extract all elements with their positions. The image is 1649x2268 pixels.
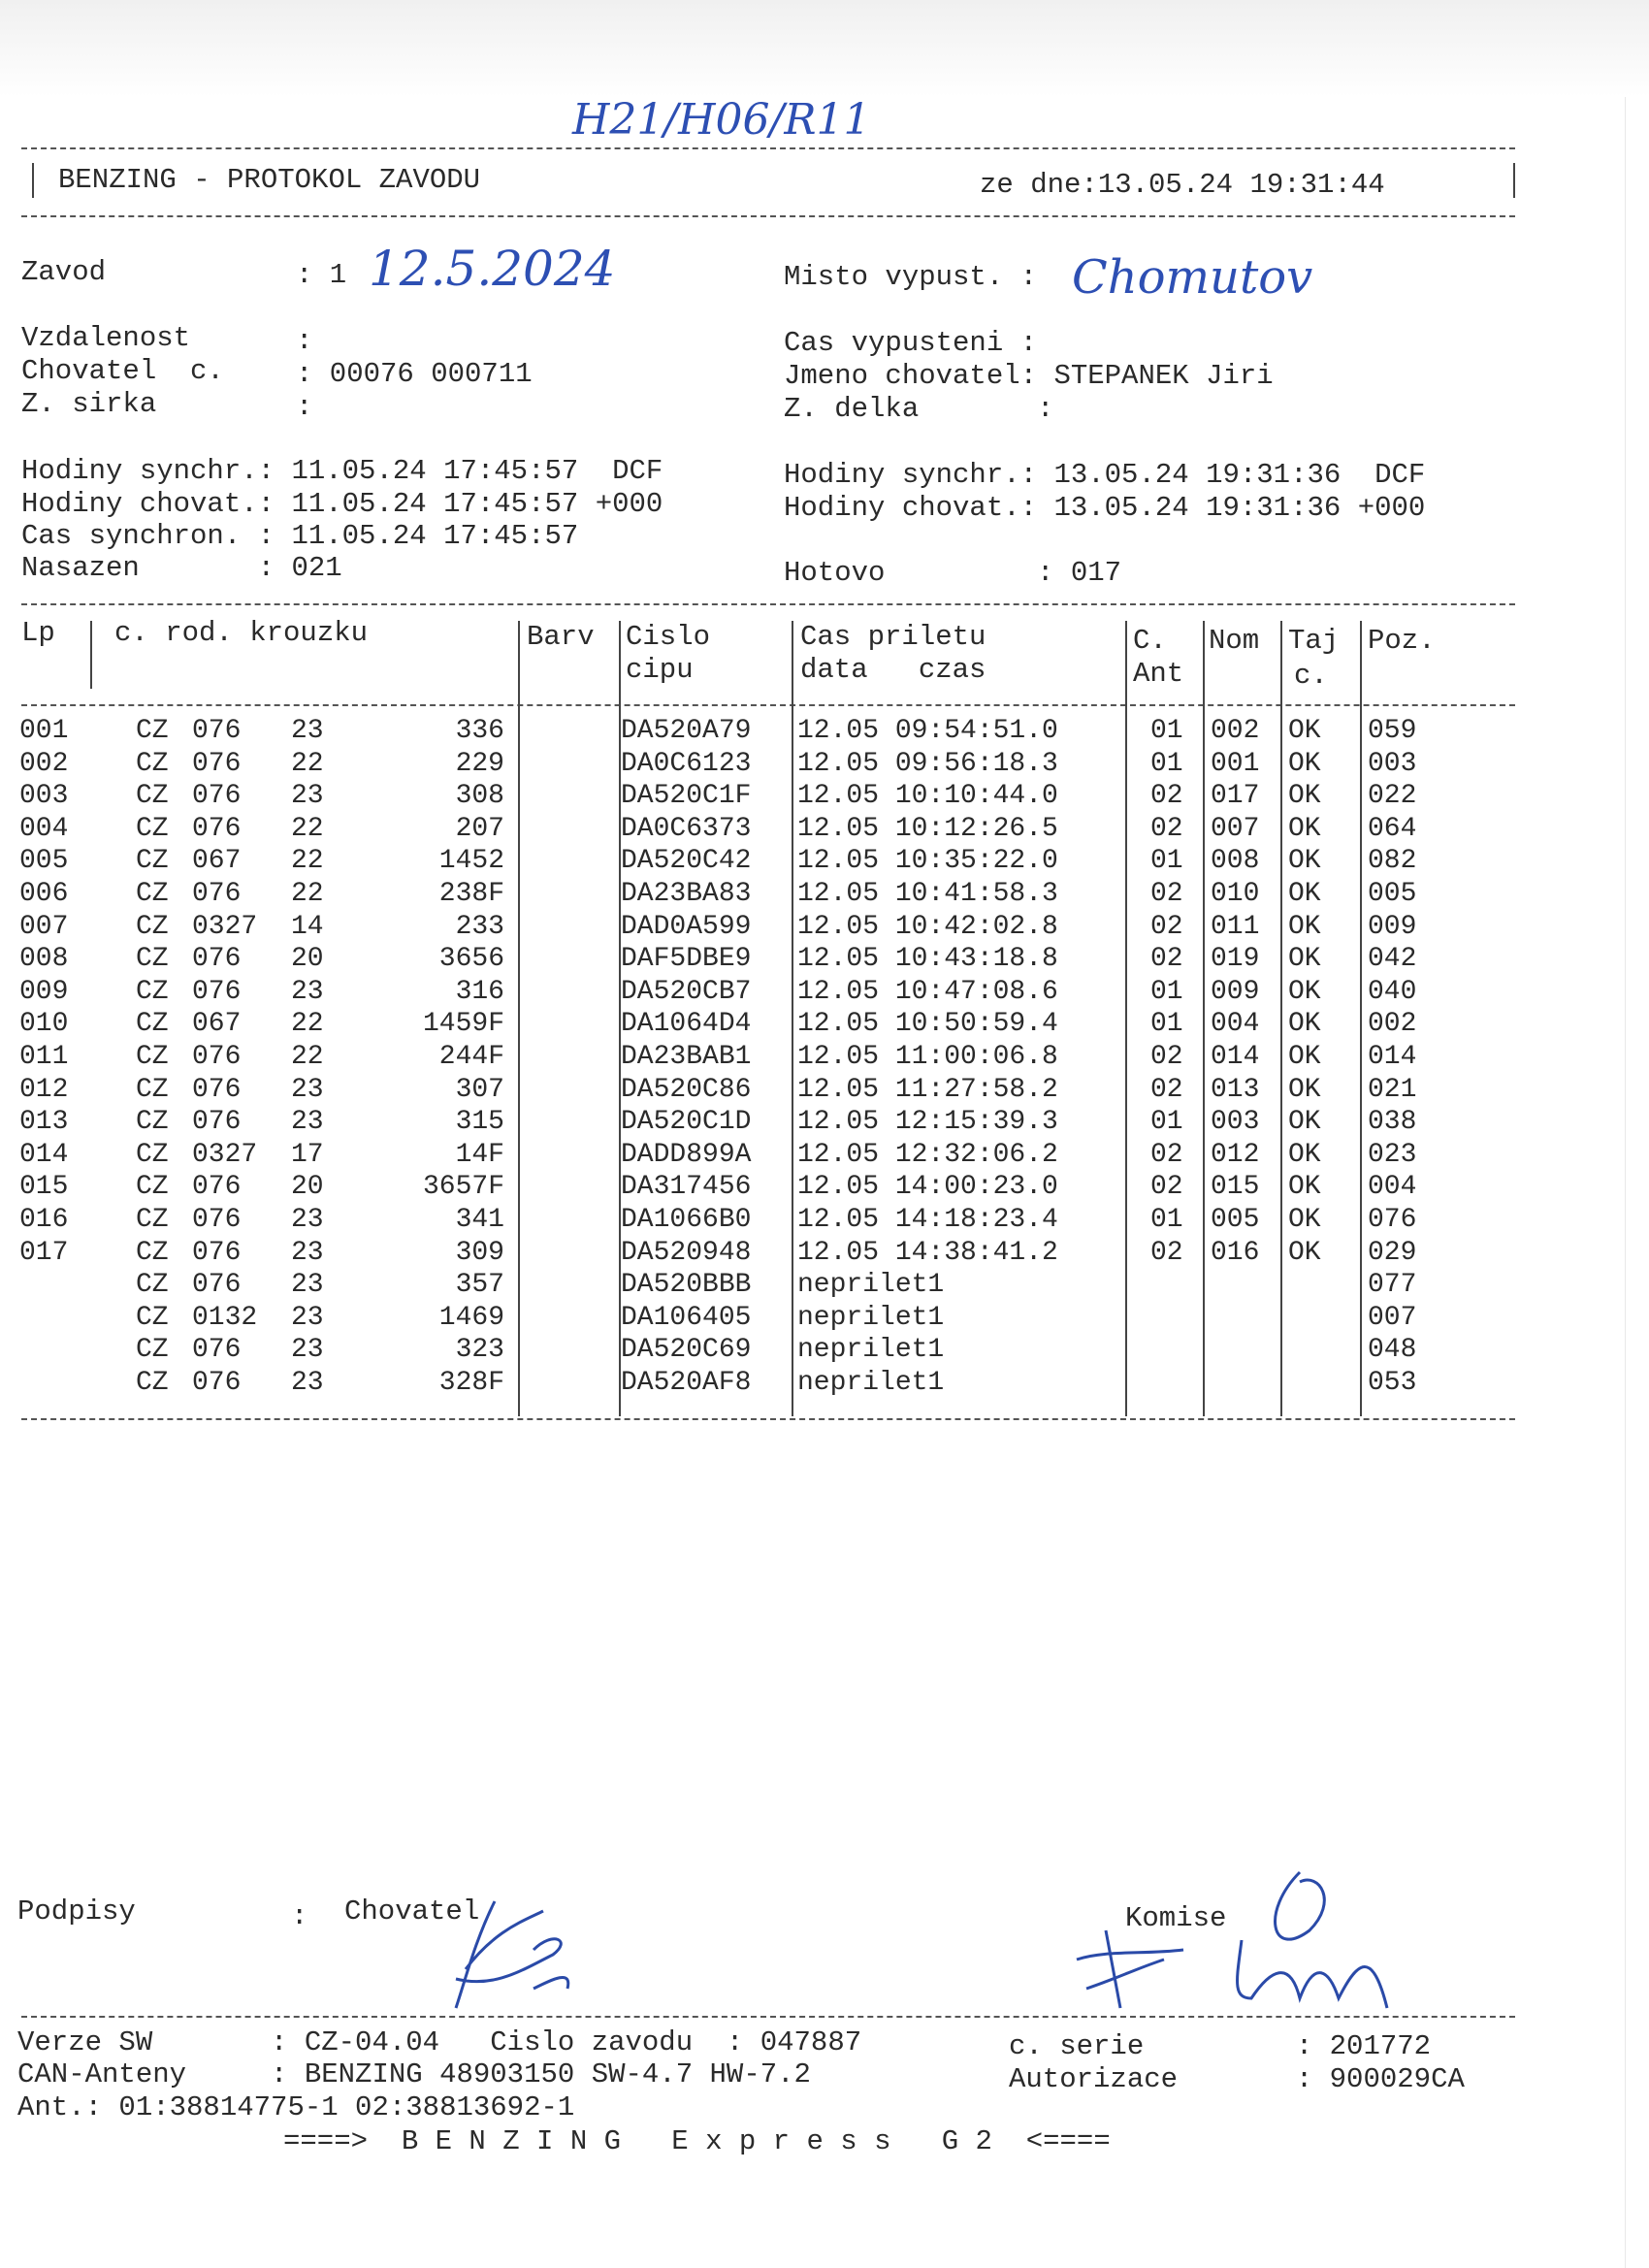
cell-org: 0132 <box>192 1302 258 1333</box>
cell-arrival-time: 12.05 10:43:18.8 <box>797 944 1058 975</box>
col-header-c: C. <box>1133 625 1167 657</box>
footer-version: Verze SW : CZ-04.04 Cislo zavodu : 047887 <box>17 2026 862 2058</box>
cell-org: 076 <box>192 976 242 1007</box>
cell-antenna: 02 <box>1150 813 1183 844</box>
cell-year: 23 <box>291 1335 324 1366</box>
sep-chip <box>792 621 793 1416</box>
cell-chip: DA520AF8 <box>621 1368 752 1398</box>
cell-chip: DA520C86 <box>621 1074 752 1105</box>
cell-poz: 040 <box>1368 976 1417 1007</box>
cell-org: 076 <box>192 879 242 909</box>
footer-brand: ====> B E N Z I N G E x p r e s s G 2 <==== <box>283 2125 1111 2157</box>
cell-lp: 003 <box>19 781 69 812</box>
cell-poz: 014 <box>1368 1042 1417 1072</box>
header-top-rule <box>21 147 1515 149</box>
cell-year: 20 <box>291 1172 324 1203</box>
cell-arrival-time: 12.05 10:42:02.8 <box>797 911 1058 942</box>
cell-nom: 012 <box>1211 1139 1260 1170</box>
cell-arrival-time: 12.05 12:15:39.3 <box>797 1107 1058 1138</box>
nasazen: Nasazen : 021 <box>21 552 342 584</box>
sep-time <box>1125 621 1127 1416</box>
cell-antenna: 02 <box>1150 781 1183 812</box>
col-header-taj: Taj <box>1288 625 1340 657</box>
cell-year: 14 <box>291 911 324 942</box>
cell-poz: 021 <box>1368 1074 1417 1105</box>
cell-poz: 042 <box>1368 944 1417 975</box>
cell-org: 067 <box>192 1009 242 1040</box>
cell-year: 22 <box>291 748 324 779</box>
footer-ant-serials: Ant.: 01:38814775-1 02:38813692-1 <box>17 2091 575 2123</box>
cell-org: 076 <box>192 1205 242 1235</box>
cell-antenna: 01 <box>1150 976 1183 1007</box>
cell-country: CZ <box>136 1042 169 1072</box>
cell-nom: 009 <box>1211 976 1260 1007</box>
cell-nom: 005 <box>1211 1205 1260 1235</box>
cell-antenna: 01 <box>1150 748 1183 779</box>
cell-ring-number: 244F <box>438 1042 504 1072</box>
table-bottom-rule <box>21 1418 1515 1420</box>
col-header-ant: Ant <box>1133 658 1184 690</box>
cell-taj: OK <box>1288 748 1321 779</box>
cell-ring-number: 238F <box>438 879 504 909</box>
cell-poz: 029 <box>1368 1237 1417 1268</box>
cell-taj: OK <box>1288 879 1321 909</box>
cell-antenna: 01 <box>1150 1205 1183 1235</box>
cell-chip: DA520BBB <box>621 1270 752 1301</box>
cell-arrival-time: neprilet1 <box>797 1302 945 1333</box>
cell-poz: 009 <box>1368 911 1417 942</box>
cas-synchron-left: Cas synchron. : 11.05.24 17:45:57 <box>21 520 579 552</box>
cell-taj: OK <box>1288 1139 1321 1170</box>
report-date: ze dne:13.05.24 19:31:44 <box>980 169 1385 201</box>
cell-ring-number: 14F <box>455 1139 504 1170</box>
cell-poz: 022 <box>1368 781 1417 812</box>
cell-nom: 003 <box>1211 1107 1260 1138</box>
hodiny-synchr-left: Hodiny synchr.: 11.05.24 17:45:57 DCF <box>21 455 663 487</box>
cell-org: 076 <box>192 944 242 975</box>
hodiny-synchr-right: Hodiny synchr.: 13.05.24 19:31:36 DCF <box>784 459 1426 491</box>
col-header-cipu: cipu <box>626 654 694 686</box>
handwritten-code: H21/H06/R11 <box>572 95 871 145</box>
col-header-krouzek: c. rod. krouzku <box>114 617 369 649</box>
footer-antennas: CAN-Anteny : BENZING 48903150 SW-4.7 HW-7.2 <box>17 2058 811 2090</box>
cell-antenna: 01 <box>1150 1107 1183 1138</box>
cell-chip: DA520C1D <box>621 1107 752 1138</box>
cell-year: 23 <box>291 1270 324 1301</box>
cell-org: 0327 <box>192 911 258 942</box>
scan-shadow <box>0 0 1649 97</box>
cell-taj: OK <box>1288 781 1321 812</box>
cell-year: 22 <box>291 1042 324 1072</box>
cell-chip: DAD0A599 <box>621 911 752 942</box>
cell-chip: DA520C69 <box>621 1335 752 1366</box>
cell-arrival-time: 12.05 10:41:58.3 <box>797 879 1058 909</box>
jmeno-chovatele: Jmeno chovatel: STEPANEK Jiri <box>784 360 1274 392</box>
cell-arrival-time: 12.05 10:12:26.5 <box>797 813 1058 844</box>
sep-lp <box>90 621 92 689</box>
cell-ring-number: 328F <box>438 1368 504 1398</box>
cell-lp: 012 <box>19 1074 69 1105</box>
page-edge <box>1625 97 1649 2268</box>
cell-year: 23 <box>291 1074 324 1105</box>
cell-country: CZ <box>136 944 169 975</box>
cell-lp: 015 <box>19 1172 69 1203</box>
cell-org: 076 <box>192 1172 242 1203</box>
cell-poz: 076 <box>1368 1205 1417 1235</box>
cell-poz: 048 <box>1368 1335 1417 1366</box>
cell-arrival-time: 12.05 12:32:06.2 <box>797 1139 1058 1170</box>
cell-arrival-time: neprilet1 <box>797 1270 945 1301</box>
cell-ring-number: 309 <box>455 1237 504 1268</box>
vzdalenost-label: Vzdalenost <box>21 322 191 354</box>
cell-ring-number: 315 <box>455 1107 504 1138</box>
cell-country: CZ <box>136 879 169 909</box>
table-top-rule <box>21 603 1515 605</box>
cell-antenna: 02 <box>1150 1237 1183 1268</box>
cell-year: 23 <box>291 1205 324 1235</box>
report-title: BENZING - PROTOKOL ZAVODU <box>58 164 481 196</box>
cell-nom: 002 <box>1211 716 1260 746</box>
cell-arrival-time: 12.05 09:56:18.3 <box>797 748 1058 779</box>
cell-country: CZ <box>136 1270 169 1301</box>
cell-chip: DA0C6373 <box>621 813 752 844</box>
cell-lp: 007 <box>19 911 69 942</box>
cell-org: 076 <box>192 748 242 779</box>
cell-year: 23 <box>291 976 324 1007</box>
cas-vypusteni: Cas vypusteni : <box>784 327 1038 359</box>
cell-lp: 008 <box>19 944 69 975</box>
cell-nom: 008 <box>1211 846 1260 877</box>
cell-chip: DA23BA83 <box>621 879 752 909</box>
cell-ring-number: 308 <box>455 781 504 812</box>
handwritten-release-place: Chomutov <box>1072 250 1313 305</box>
cell-antenna: 01 <box>1150 846 1183 877</box>
col-header-datacas: data czas <box>800 654 986 686</box>
cell-ring-number: 233 <box>455 911 504 942</box>
cell-year: 20 <box>291 944 324 975</box>
chovatel-sign-label: Chovatel <box>344 1895 480 1928</box>
cell-org: 076 <box>192 1368 242 1398</box>
cell-lp: 010 <box>19 1009 69 1040</box>
sep-taj <box>1360 621 1362 1416</box>
col-header-cislo: Cislo <box>626 621 711 653</box>
cell-arrival-time: 12.05 14:00:23.0 <box>797 1172 1058 1203</box>
chovatel-label: Chovatel c. <box>21 355 224 387</box>
cell-lp: 016 <box>19 1205 69 1235</box>
cell-poz: 023 <box>1368 1139 1417 1170</box>
footer-serie: c. serie : 201772 <box>1009 2030 1432 2062</box>
cell-lp: 017 <box>19 1237 69 1268</box>
col-header-barv: Barv <box>527 621 595 653</box>
cell-poz: 003 <box>1368 748 1417 779</box>
cell-taj: OK <box>1288 1107 1321 1138</box>
cell-country: CZ <box>136 781 169 812</box>
cell-antenna: 01 <box>1150 1009 1183 1040</box>
cell-taj: OK <box>1288 1009 1321 1040</box>
cell-chip: DA520CB7 <box>621 976 752 1007</box>
cell-arrival-time: 12.05 10:47:08.6 <box>797 976 1058 1007</box>
cell-poz: 005 <box>1368 879 1417 909</box>
cell-poz: 082 <box>1368 846 1417 877</box>
cell-antenna: 01 <box>1150 716 1183 746</box>
cell-nom: 017 <box>1211 781 1260 812</box>
cell-org: 076 <box>192 781 242 812</box>
cell-taj: OK <box>1288 813 1321 844</box>
hotovo: Hotovo : 017 <box>784 557 1122 589</box>
cell-arrival-time: 12.05 10:10:44.0 <box>797 781 1058 812</box>
cell-poz: 004 <box>1368 1172 1417 1203</box>
cell-nom: 016 <box>1211 1237 1260 1268</box>
cell-antenna: 02 <box>1150 879 1183 909</box>
cell-org: 076 <box>192 716 242 746</box>
cell-ring-number: 1459F <box>422 1009 504 1040</box>
col-header-taj-c: c. <box>1294 660 1328 692</box>
cell-arrival-time: 12.05 14:38:41.2 <box>797 1237 1058 1268</box>
cell-nom: 011 <box>1211 911 1260 942</box>
col-header-poz: Poz. <box>1368 625 1436 657</box>
breeder-signature <box>436 1872 592 2018</box>
cell-country: CZ <box>136 1074 169 1105</box>
cell-taj: OK <box>1288 911 1321 942</box>
cell-org: 0327 <box>192 1139 258 1170</box>
zavod-label: Zavod <box>21 256 107 288</box>
cell-arrival-time: 12.05 10:35:22.0 <box>797 846 1058 877</box>
misto-label: Misto vypust. : <box>784 261 1038 293</box>
cell-year: 23 <box>291 781 324 812</box>
chovatel-value: : 00076 000711 <box>296 358 533 390</box>
cell-antenna: 02 <box>1150 911 1183 942</box>
sirka-label: Z. sirka <box>21 388 157 420</box>
cell-poz: 077 <box>1368 1270 1417 1301</box>
komise-label: Komise <box>1125 1902 1227 1934</box>
cell-year: 23 <box>291 1237 324 1268</box>
cell-country: CZ <box>136 748 169 779</box>
cell-lp: 002 <box>19 748 69 779</box>
cell-lp: 009 <box>19 976 69 1007</box>
cell-antenna: 02 <box>1150 1139 1183 1170</box>
cell-chip: DA23BAB1 <box>621 1042 752 1072</box>
cell-ring-number: 1452 <box>438 846 504 877</box>
cell-org: 076 <box>192 1107 242 1138</box>
handwritten-race-date: 12.5.2024 <box>369 241 616 297</box>
z-delka: Z. delka : <box>784 393 1054 425</box>
cell-year: 17 <box>291 1139 324 1170</box>
sep-krouzek <box>518 621 520 1416</box>
cell-country: CZ <box>136 846 169 877</box>
cell-nom: 001 <box>1211 748 1260 779</box>
cell-lp: 011 <box>19 1042 69 1072</box>
cell-ring-number: 307 <box>455 1074 504 1105</box>
podpisy-colon: : <box>291 1900 308 1932</box>
cell-org: 076 <box>192 1074 242 1105</box>
cell-org: 076 <box>192 1335 242 1366</box>
cell-ring-number: 341 <box>455 1205 504 1235</box>
cell-chip: DA317456 <box>621 1172 752 1203</box>
cell-chip: DADD899A <box>621 1139 752 1170</box>
cell-org: 076 <box>192 813 242 844</box>
cell-arrival-time: 12.05 09:54:51.0 <box>797 716 1058 746</box>
cell-nom: 010 <box>1211 879 1260 909</box>
zavod-value: : 1 <box>296 259 347 291</box>
cell-antenna: 02 <box>1150 1172 1183 1203</box>
cell-year: 23 <box>291 1302 324 1333</box>
cell-taj: OK <box>1288 1237 1321 1268</box>
cell-year: 22 <box>291 879 324 909</box>
cell-lp: 006 <box>19 879 69 909</box>
commission-signatures <box>1067 1853 1416 2037</box>
cell-chip: DA106405 <box>621 1302 752 1333</box>
cell-chip: DA520A79 <box>621 716 752 746</box>
cell-country: CZ <box>136 1237 169 1268</box>
cell-org: 067 <box>192 846 242 877</box>
cell-chip: DAF5DBE9 <box>621 944 752 975</box>
cell-ring-number: 3656 <box>438 944 504 975</box>
cell-year: 22 <box>291 846 324 877</box>
cell-taj: OK <box>1288 1074 1321 1105</box>
cell-country: CZ <box>136 1107 169 1138</box>
cell-org: 076 <box>192 1042 242 1072</box>
cell-ring-number: 336 <box>455 716 504 746</box>
podpisy-label: Podpisy <box>17 1895 136 1928</box>
col-header-cas: Cas priletu <box>800 621 986 653</box>
cell-poz: 038 <box>1368 1107 1417 1138</box>
cell-country: CZ <box>136 1009 169 1040</box>
cell-year: 22 <box>291 1009 324 1040</box>
footer-autorizace: Autorizace : 900029CA <box>1009 2063 1465 2095</box>
cell-arrival-time: 12.05 11:00:06.8 <box>797 1042 1058 1072</box>
cell-country: CZ <box>136 1172 169 1203</box>
cell-nom: 004 <box>1211 1009 1260 1040</box>
cell-antenna: 02 <box>1150 1042 1183 1072</box>
cell-country: CZ <box>136 716 169 746</box>
cell-country: CZ <box>136 976 169 1007</box>
cell-taj: OK <box>1288 1042 1321 1072</box>
sirka-value: : <box>296 391 313 423</box>
cell-year: 23 <box>291 1368 324 1398</box>
cell-chip: DA520C42 <box>621 846 752 877</box>
cell-lp: 004 <box>19 813 69 844</box>
cell-ring-number: 207 <box>455 813 504 844</box>
cell-ring-number: 1469 <box>438 1302 504 1333</box>
cell-country: CZ <box>136 1205 169 1235</box>
cell-taj: OK <box>1288 1172 1321 1203</box>
cell-taj: OK <box>1288 976 1321 1007</box>
cell-chip: DA520948 <box>621 1237 752 1268</box>
footer-rule <box>21 2016 1515 2018</box>
col-header-nom: Nom <box>1209 625 1260 657</box>
sep-nom <box>1280 621 1282 1416</box>
cell-nom: 014 <box>1211 1042 1260 1072</box>
cell-country: CZ <box>136 911 169 942</box>
cell-lp: 013 <box>19 1107 69 1138</box>
cell-year: 23 <box>291 1107 324 1138</box>
hodiny-chovat-right: Hodiny chovat.: 13.05.24 19:31:36 +000 <box>784 492 1426 524</box>
cell-chip: DA1066B0 <box>621 1205 752 1235</box>
table-header-rule <box>21 704 1515 706</box>
cell-antenna: 02 <box>1150 1074 1183 1105</box>
cell-country: CZ <box>136 1335 169 1366</box>
cell-lp: 005 <box>19 846 69 877</box>
cell-poz: 064 <box>1368 813 1417 844</box>
cell-lp: 001 <box>19 716 69 746</box>
cell-arrival-time: neprilet1 <box>797 1335 945 1366</box>
cell-org: 076 <box>192 1270 242 1301</box>
cell-chip: DA520C1F <box>621 781 752 812</box>
cell-taj: OK <box>1288 846 1321 877</box>
cell-country: CZ <box>136 1139 169 1170</box>
vzdalenost-value: : <box>296 325 313 357</box>
cell-poz: 007 <box>1368 1302 1417 1333</box>
cell-chip: DA1064D4 <box>621 1009 752 1040</box>
cell-country: CZ <box>136 813 169 844</box>
cell-taj: OK <box>1288 716 1321 746</box>
cell-poz: 053 <box>1368 1368 1417 1398</box>
cell-chip: DA0C6123 <box>621 748 752 779</box>
cell-ring-number: 316 <box>455 976 504 1007</box>
cell-nom: 019 <box>1211 944 1260 975</box>
cell-country: CZ <box>136 1302 169 1333</box>
cell-nom: 015 <box>1211 1172 1260 1203</box>
cell-year: 22 <box>291 813 324 844</box>
cell-lp: 014 <box>19 1139 69 1170</box>
cell-poz: 059 <box>1368 716 1417 746</box>
cell-year: 23 <box>291 716 324 746</box>
cell-taj: OK <box>1288 944 1321 975</box>
col-header-lp: Lp <box>21 617 55 649</box>
cell-ring-number: 357 <box>455 1270 504 1301</box>
cell-nom: 007 <box>1211 813 1260 844</box>
cell-antenna: 02 <box>1150 944 1183 975</box>
cell-ring-number: 323 <box>455 1335 504 1366</box>
header-left-border <box>32 163 34 198</box>
cell-taj: OK <box>1288 1205 1321 1235</box>
hodiny-chovat-left: Hodiny chovat.: 11.05.24 17:45:57 +000 <box>21 488 663 520</box>
header-bottom-rule <box>21 215 1515 217</box>
cell-org: 076 <box>192 1237 242 1268</box>
cell-arrival-time: 12.05 11:27:58.2 <box>797 1074 1058 1105</box>
cell-ring-number: 3657F <box>422 1172 504 1203</box>
cell-nom: 013 <box>1211 1074 1260 1105</box>
cell-arrival-time: neprilet1 <box>797 1368 945 1398</box>
sep-ant <box>1203 621 1205 1416</box>
cell-country: CZ <box>136 1368 169 1398</box>
cell-ring-number: 229 <box>455 748 504 779</box>
cell-poz: 002 <box>1368 1009 1417 1040</box>
cell-arrival-time: 12.05 14:18:23.4 <box>797 1205 1058 1235</box>
header-right-border <box>1513 163 1515 198</box>
cell-arrival-time: 12.05 10:50:59.4 <box>797 1009 1058 1040</box>
